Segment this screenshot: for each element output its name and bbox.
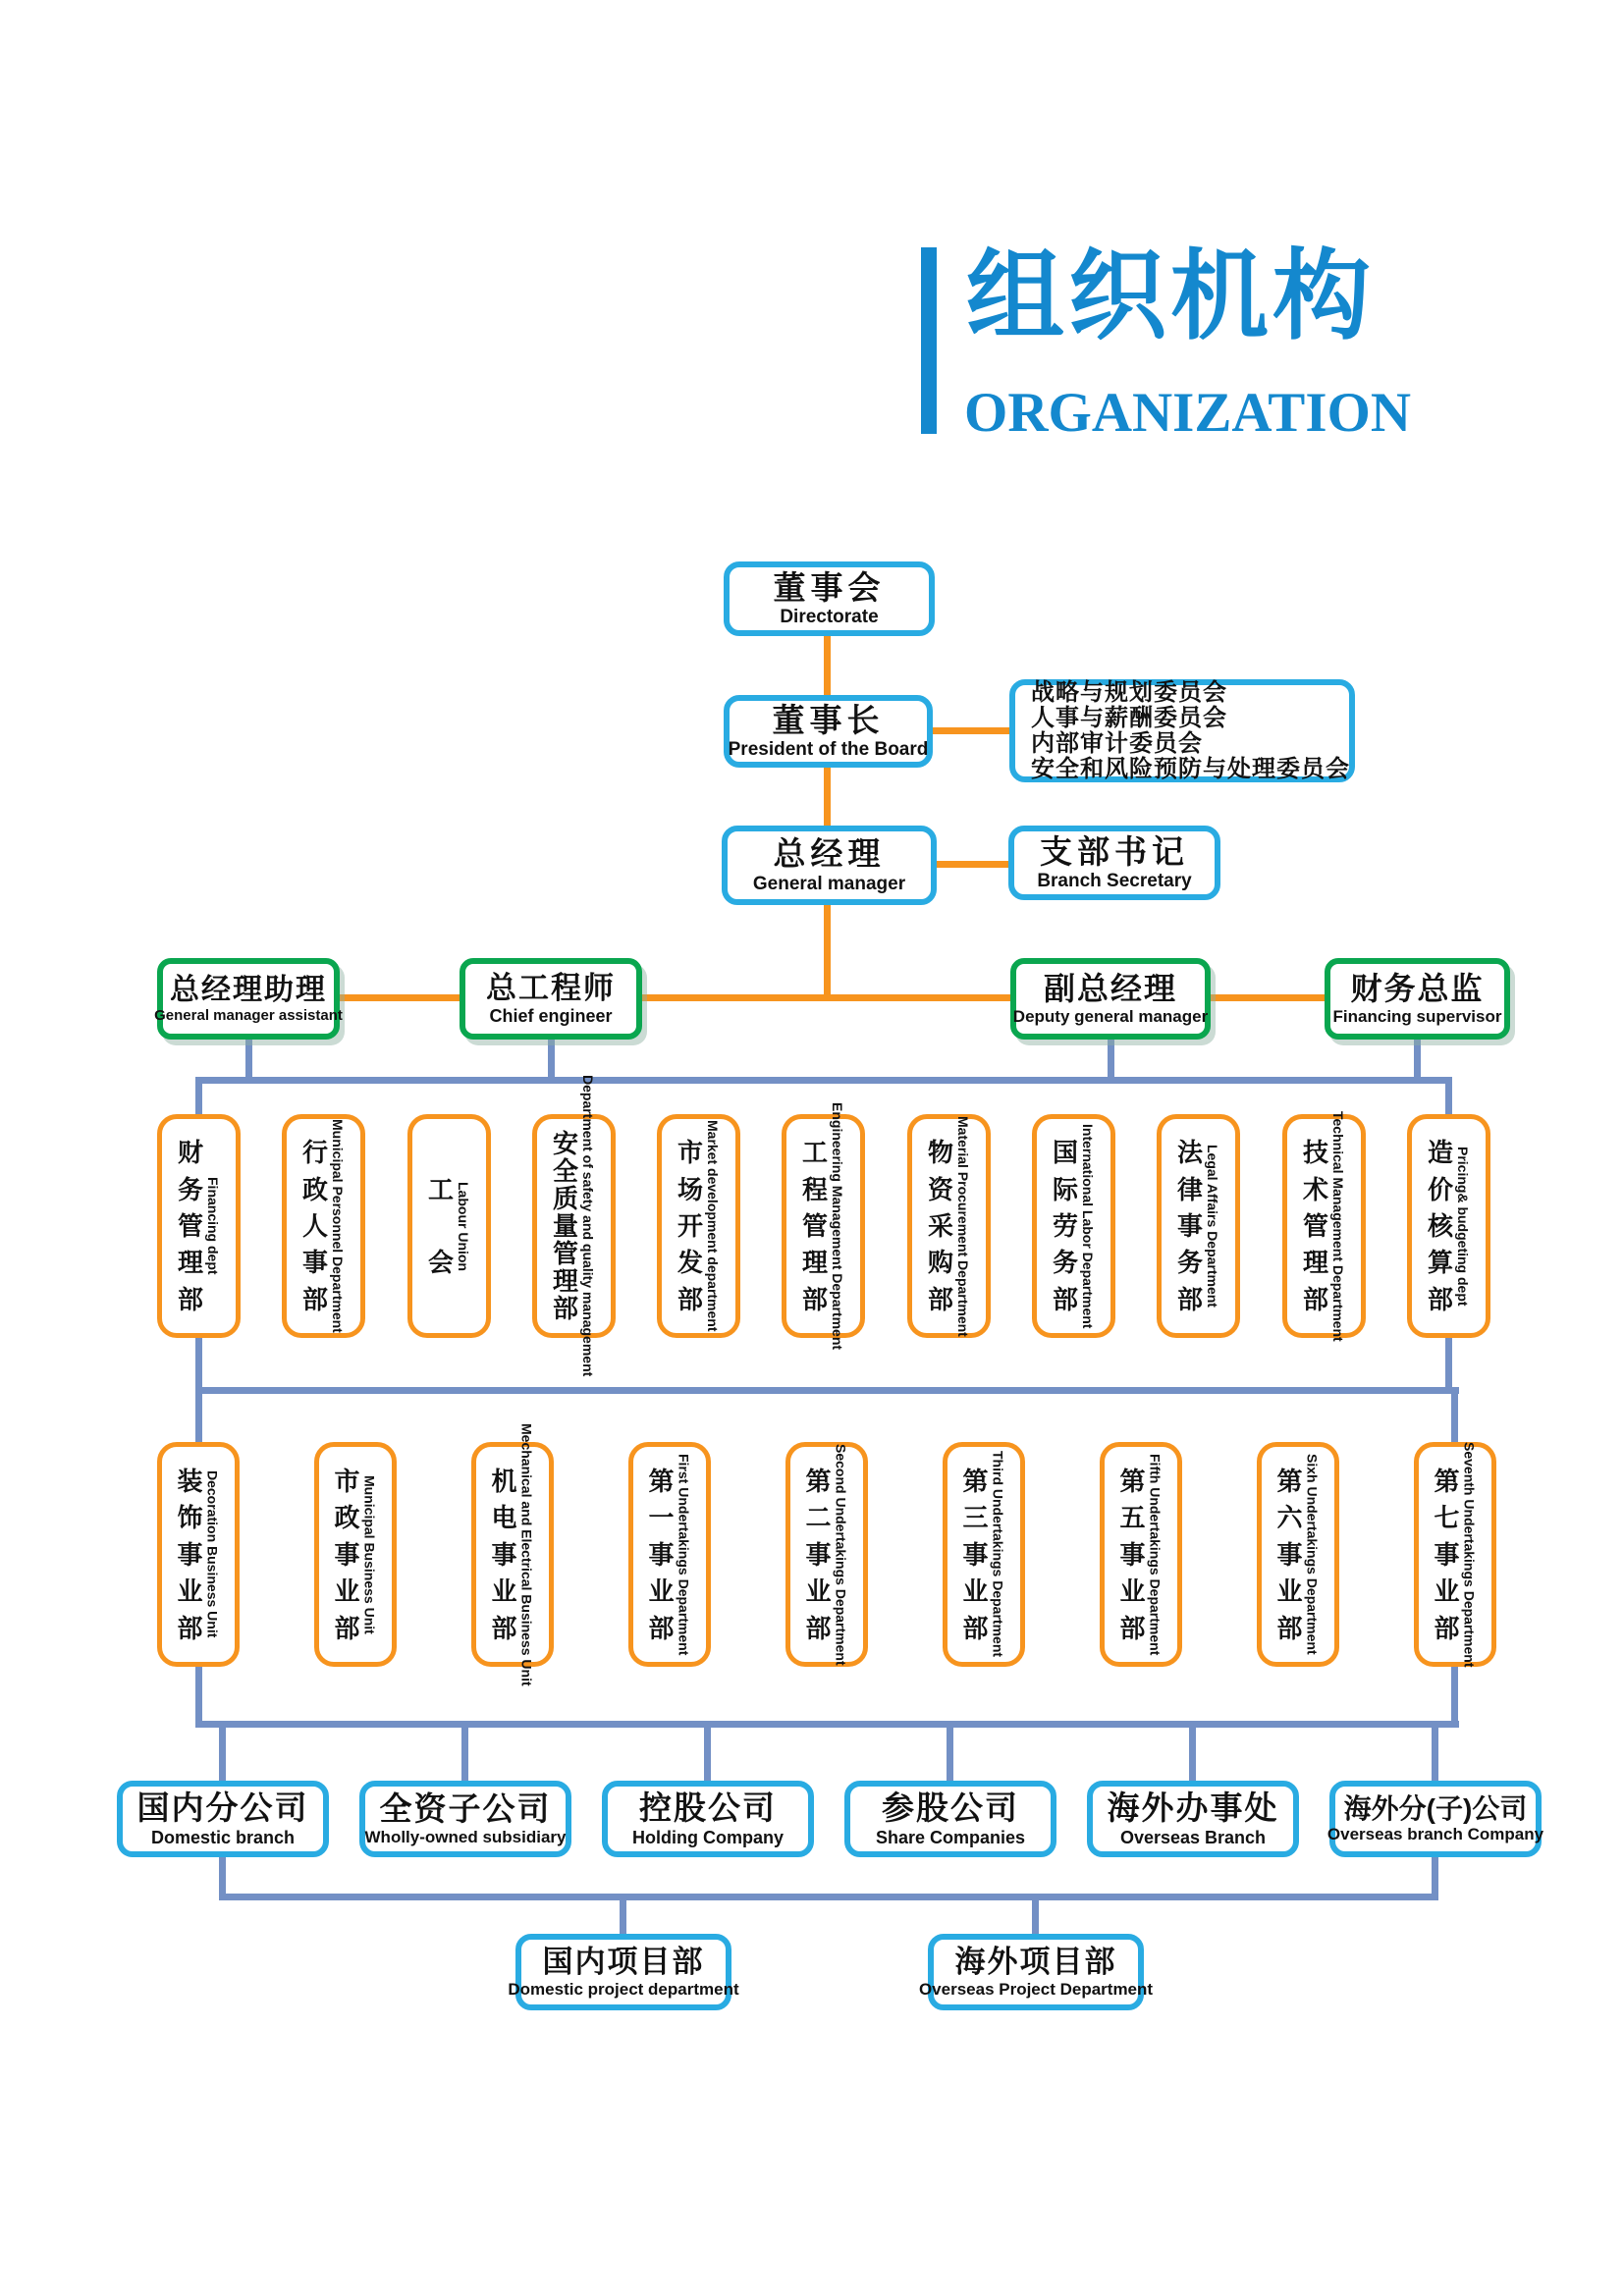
dept-technical-zh: 技 术 管 理 部 bbox=[1302, 1138, 1328, 1314]
page-title-zh: 组织机构 bbox=[966, 242, 1375, 351]
node-financing-supervisor-zh: 财务总监 bbox=[1350, 970, 1485, 1006]
project-domestic bbox=[508, 1934, 739, 2010]
unit-fifth-en: Fifth Undertakings Department bbox=[1147, 1453, 1164, 1656]
dept-pricing-budgeting-en: Pricing& budgeting dept bbox=[1455, 1146, 1471, 1307]
connector-unit1-down bbox=[195, 1664, 202, 1727]
connector-bus-units bbox=[195, 1387, 1459, 1394]
committee-item: 内部审计委员会 bbox=[1031, 729, 1203, 757]
company-overseas-subsidiary-en: Overseas branch Company bbox=[1326, 1825, 1544, 1844]
unit-first-en: First Undertakings Department bbox=[676, 1453, 692, 1656]
dept-engineering-zh: 工 程 管 理 部 bbox=[801, 1138, 828, 1314]
unit-third bbox=[943, 1442, 1025, 1667]
dept-procurement-zh: 物 资 采 购 部 bbox=[927, 1138, 953, 1314]
company-share bbox=[844, 1781, 1056, 1857]
company-holding-en: Holding Company bbox=[632, 1827, 784, 1847]
unit-seventh bbox=[1414, 1442, 1496, 1667]
node-chief-engineer-zh: 总工程师 bbox=[486, 971, 616, 1005]
dept-personnel-en: Municipal Personnel Department bbox=[330, 1119, 346, 1333]
unit-first bbox=[628, 1442, 711, 1667]
connector-bus-to-dept-1 bbox=[195, 1077, 202, 1118]
unit-municipal-en: Municipal Business Unit bbox=[361, 1474, 378, 1634]
committee-item: 战略与规划委员会 bbox=[1031, 678, 1227, 706]
dept-pricing-budgeting-zh: 造 价 核 算 部 bbox=[1427, 1138, 1453, 1314]
connector-gm-managers bbox=[824, 902, 831, 1001]
dept-legal-affairs-zh: 法 律 事 务 部 bbox=[1176, 1138, 1203, 1314]
dept-engineering bbox=[782, 1101, 865, 1351]
unit-municipal-zh: 市 政 事 业 部 bbox=[334, 1466, 360, 1643]
dept-labour-union-zh: 工 会 bbox=[427, 1174, 454, 1278]
unit-decoration-en: Decoration Business Unit bbox=[204, 1470, 221, 1638]
dept-market-development-en: Market development department bbox=[705, 1120, 721, 1332]
node-branch-secretary-zh: 支部书记 bbox=[1040, 832, 1189, 870]
project-overseas bbox=[918, 1934, 1154, 2010]
connector-to-company-2 bbox=[461, 1721, 468, 1784]
committee-item: 安全和风险预防与处理委员会 bbox=[1031, 755, 1350, 782]
dept-market-development bbox=[657, 1114, 740, 1338]
connector-managers-2-3 bbox=[640, 994, 1013, 1001]
connector-to-company-6 bbox=[1432, 1721, 1438, 1784]
dept-international-labor bbox=[1032, 1114, 1115, 1338]
company-wholly-owned bbox=[359, 1781, 571, 1857]
dept-legal-affairs bbox=[1157, 1114, 1240, 1338]
dept-personnel bbox=[282, 1114, 365, 1338]
company-share-zh: 参股公司 bbox=[882, 1789, 1019, 1827]
connector-to-company-4 bbox=[947, 1721, 953, 1784]
dept-international-labor-en: International Labor Department bbox=[1080, 1123, 1096, 1329]
dept-safety-quality-zh: 安 全 质 量 管 理 部 bbox=[552, 1129, 578, 1323]
unit-mechanical-electrical-en: Mechanical and Electrical Business Unit bbox=[518, 1422, 535, 1686]
dept-procurement bbox=[907, 1114, 991, 1338]
connector-managers-1-2 bbox=[338, 994, 462, 1001]
dept-labour-union bbox=[407, 1114, 491, 1338]
company-overseas-subsidiary bbox=[1326, 1781, 1544, 1857]
dept-engineering-en: Engineering Management Department bbox=[830, 1101, 845, 1351]
node-chief-engineer bbox=[460, 958, 642, 1040]
node-deputy-gm bbox=[1010, 958, 1211, 1040]
dept-safety-quality-en: Department of safety and quality management bbox=[580, 1075, 596, 1377]
dept-international-labor-zh: 国 际 劳 务 部 bbox=[1052, 1138, 1078, 1314]
unit-seventh-zh: 第 七 事 业 部 bbox=[1434, 1466, 1460, 1643]
company-overseas-subsidiary-zh: 海外分(子)公司 bbox=[1343, 1792, 1528, 1824]
company-overseas-branch-zh: 海外办事处 bbox=[1107, 1789, 1279, 1827]
node-committees bbox=[1009, 679, 1355, 782]
node-deputy-gm-zh: 副总经理 bbox=[1043, 970, 1177, 1006]
unit-second-zh: 第 二 事 业 部 bbox=[805, 1466, 832, 1643]
connector-directorate-president bbox=[824, 633, 831, 700]
dept-labour-union-en: Labour Union bbox=[456, 1181, 471, 1271]
company-holding-zh: 控股公司 bbox=[639, 1789, 777, 1827]
unit-seventh-en: Seventh Undertakings Department bbox=[1461, 1441, 1478, 1668]
connector-bus-companies bbox=[195, 1721, 1459, 1728]
node-directorate-zh: 董事会 bbox=[773, 568, 886, 606]
dept-safety-quality bbox=[532, 1075, 616, 1377]
unit-mechanical-electrical bbox=[471, 1422, 554, 1686]
connector-to-company-3 bbox=[704, 1721, 711, 1784]
connector-dept11-down bbox=[1445, 1333, 1452, 1392]
node-president-zh: 董事长 bbox=[772, 701, 885, 738]
connector-managers-3-4 bbox=[1209, 994, 1327, 1001]
dept-market-development-zh: 市 场 开 发 部 bbox=[677, 1138, 703, 1314]
title-accent-bar bbox=[921, 247, 937, 434]
unit-fifth bbox=[1100, 1442, 1182, 1667]
connector-to-project-1 bbox=[620, 1894, 626, 1937]
node-general-manager bbox=[722, 826, 937, 905]
company-holding bbox=[602, 1781, 814, 1857]
dept-financing-en: Financing dept bbox=[205, 1177, 221, 1275]
company-domestic-branch bbox=[117, 1781, 329, 1857]
committee-item: 人事与薪酬委员会 bbox=[1031, 704, 1227, 731]
project-overseas-zh: 海外项目部 bbox=[954, 1945, 1117, 1980]
dept-technical bbox=[1282, 1110, 1366, 1342]
connector-bus-departments bbox=[195, 1077, 1452, 1084]
dept-technical-en: Technical Management Department bbox=[1330, 1110, 1346, 1342]
unit-first-zh: 第 一 事 业 部 bbox=[648, 1466, 675, 1643]
node-president-en: President of the Board bbox=[728, 739, 929, 761]
connector-bus-to-dept-11 bbox=[1445, 1077, 1452, 1118]
dept-personnel-zh: 行 政 人 事 部 bbox=[301, 1138, 328, 1314]
node-directorate bbox=[724, 561, 935, 636]
node-manager-assistant-zh: 总经理助理 bbox=[170, 974, 327, 1007]
connector-president-gm bbox=[824, 765, 831, 829]
connector-to-company-5 bbox=[1189, 1721, 1196, 1784]
node-branch-secretary-en: Branch Secretary bbox=[1037, 871, 1192, 892]
dept-procurement-en: Material Procurement Department bbox=[955, 1115, 971, 1337]
node-branch-secretary bbox=[1008, 826, 1220, 900]
dept-financing bbox=[157, 1114, 241, 1338]
unit-third-en: Third Undertakings Department bbox=[990, 1451, 1006, 1658]
company-domestic-branch-en: Domestic branch bbox=[150, 1827, 296, 1847]
company-overseas-branch bbox=[1087, 1781, 1299, 1857]
project-domestic-zh: 国内项目部 bbox=[542, 1945, 705, 1980]
node-manager-assistant-en: General manager assistant bbox=[154, 1007, 343, 1025]
node-general-manager-zh: 总经理 bbox=[773, 835, 886, 873]
connector-unit9-down bbox=[1451, 1664, 1458, 1727]
company-wholly-owned-zh: 全资子公司 bbox=[379, 1789, 552, 1827]
company-share-en: Share Companies bbox=[875, 1827, 1026, 1847]
connector-to-company-1 bbox=[219, 1721, 226, 1784]
connector-president-committees bbox=[929, 727, 1013, 734]
connector-gm-secretary bbox=[935, 861, 1012, 868]
unit-sixth-zh: 第 六 事 业 部 bbox=[1276, 1466, 1303, 1643]
unit-fifth-zh: 第 五 事 业 部 bbox=[1119, 1466, 1146, 1643]
connector-bus-projects bbox=[219, 1894, 1438, 1900]
unit-mechanical-electrical-zh: 机 电 事 业 部 bbox=[491, 1466, 517, 1643]
node-financing-supervisor-en: Financing supervisor bbox=[1332, 1007, 1502, 1027]
node-general-manager-en: General manager bbox=[752, 873, 906, 894]
node-deputy-gm-en: Deputy general manager bbox=[1012, 1007, 1209, 1027]
dept-pricing-budgeting bbox=[1407, 1114, 1490, 1338]
company-domestic-branch-zh: 国内分公司 bbox=[136, 1789, 309, 1827]
unit-municipal bbox=[314, 1442, 397, 1667]
unit-second-en: Second Undertakings Department bbox=[833, 1443, 849, 1666]
company-wholly-owned-en: Wholly-owned subsidiary bbox=[364, 1828, 567, 1847]
page-title-en: ORGANIZATION bbox=[964, 382, 1411, 444]
node-manager-assistant bbox=[154, 958, 343, 1040]
company-overseas-branch-en: Overseas Branch bbox=[1119, 1827, 1267, 1847]
unit-sixth bbox=[1257, 1442, 1339, 1667]
unit-third-zh: 第 三 事 业 部 bbox=[962, 1466, 989, 1643]
unit-decoration-zh: 装 饰 事 业 部 bbox=[177, 1466, 203, 1643]
dept-financing-zh: 财 务 管 理 部 bbox=[177, 1138, 203, 1314]
node-directorate-en: Directorate bbox=[780, 607, 879, 628]
unit-second bbox=[785, 1442, 868, 1667]
connector-up-unit-9 bbox=[1451, 1387, 1458, 1446]
project-domestic-en: Domestic project department bbox=[508, 1980, 739, 2000]
node-financing-supervisor bbox=[1325, 958, 1510, 1040]
unit-decoration bbox=[157, 1442, 240, 1667]
unit-sixth-en: Sixh Undertakings Department bbox=[1304, 1454, 1321, 1655]
connector-to-project-2 bbox=[1032, 1894, 1039, 1937]
dept-legal-affairs-en: Legal Affairs Department bbox=[1205, 1145, 1220, 1308]
node-president bbox=[724, 695, 933, 768]
project-overseas-en: Overseas Project Department bbox=[918, 1980, 1154, 2000]
node-chief-engineer-en: Chief engineer bbox=[489, 1006, 613, 1027]
